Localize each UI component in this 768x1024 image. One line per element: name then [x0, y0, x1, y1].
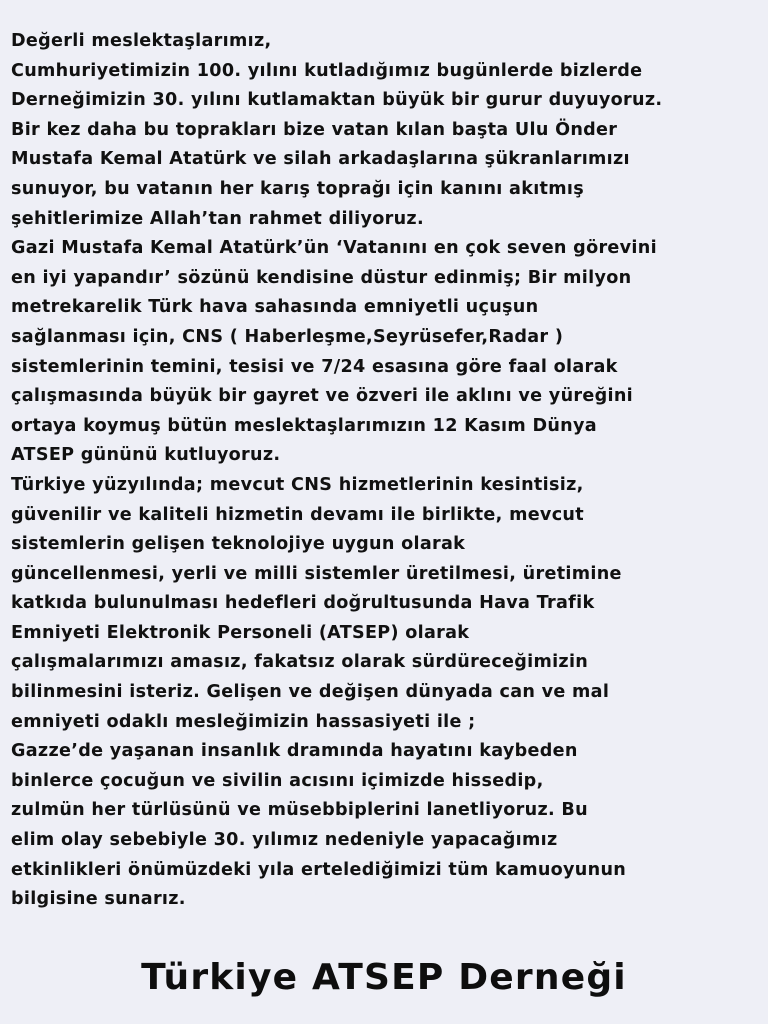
letter-line: Bir kez daha bu toprakları bize vatan kılan başta Ulu Önder — [11, 119, 618, 140]
letter-line: zulmün her türlüsünü ve müsebbiplerini lanetliyoruz. Bu — [11, 800, 588, 821]
letter-line: etkinlikleri önümüzdeki yıla ertelediğimizi tüm kamuoyunun — [11, 859, 627, 880]
letter-line: sistemlerin gelişen teknolojiye uygun olarak — [11, 534, 466, 555]
letter-line: Gazi Mustafa Kemal Atatürk’ün ‘Vatanını en çok seven görevini — [11, 238, 657, 259]
letter-body — [11, 27, 759, 915]
letter-line: sunuyor, bu vatanın her karış toprağı için kanını akıtmış — [11, 178, 585, 199]
letter-line: Türkiye yüzyılında; mevcut CNS hizmetlerinin kesintisiz, — [11, 474, 584, 495]
letter-line: ATSEP gününü kutluyoruz. — [11, 445, 281, 466]
letter-line: güvenilir ve kaliteli hizmetin devamı ile birlikte, mevcut — [11, 504, 584, 525]
letter-line: Derneğimizin 30. yılını kutlamaktan büyük bir gurur duyuyoruz. — [11, 90, 663, 111]
letter-line: Gazze’de yaşanan insanlık dramında hayatını kaybeden — [11, 741, 578, 762]
letter-line: Değerli meslektaşlarımız, — [11, 31, 272, 51]
letter-line: bilgisine sunarız. — [11, 889, 186, 910]
letter-line: güncellenmesi, yerli ve milli sistemler üretilmesi, üretimine — [11, 563, 622, 584]
signature: Türkiye ATSEP Derneği — [141, 957, 627, 998]
letter-line: katkıda bulunulması hedefleri doğrultusunda Hava Trafik — [11, 593, 595, 614]
letter-line: en iyi yapandır’ sözünü kendisine düstur edinmiş; Bir milyon — [11, 267, 632, 288]
letter-line: sağlanması için, CNS ( Haberleşme,Seyrüsefer,Radar ) — [11, 326, 564, 347]
letter-line: sistemlerinin temini, tesisi ve 7/24 esasına göre faal olarak — [11, 356, 618, 377]
letter-line: ortaya koymuş bütün meslektaşlarımızın 12 Kasım Dünya — [11, 415, 597, 436]
letter-line: Mustafa Kemal Atatürk ve silah arkadaşlarına şükranlarımızı — [11, 149, 630, 170]
letter-line: binlerce çocuğun ve sivilin acısını içimizde hissedip, — [11, 770, 544, 791]
letter-line: çalışmasında büyük bir gayret ve özveri ile aklını ve yüreğini — [11, 386, 633, 407]
letter-line: Cumhuriyetimizin 100. yılını kutladığımız bugünlerde bizlerde — [11, 60, 643, 81]
letter-line: metrekarelik Türk hava sahasında emniyetli uçuşun — [11, 297, 539, 318]
letter-line: elim olay sebebiyle 30. yılımız nedeniyle yapacağımız — [11, 830, 558, 851]
letter-line: emniyeti odaklı mesleğimizin hassasiyeti ile ; — [11, 711, 476, 732]
letter-line: Emniyeti Elektronik Personeli (ATSEP) olarak — [11, 622, 470, 643]
letter-line: çalışmalarımızı amasız, fakatsız olarak sürdüreceğimizin — [11, 652, 589, 673]
letter-line: şehitlerimize Allah’tan rahmet diliyoruz. — [11, 208, 424, 229]
letter-line: bilinmesini isteriz. Gelişen ve değişen dünyada can ve mal — [11, 682, 610, 703]
